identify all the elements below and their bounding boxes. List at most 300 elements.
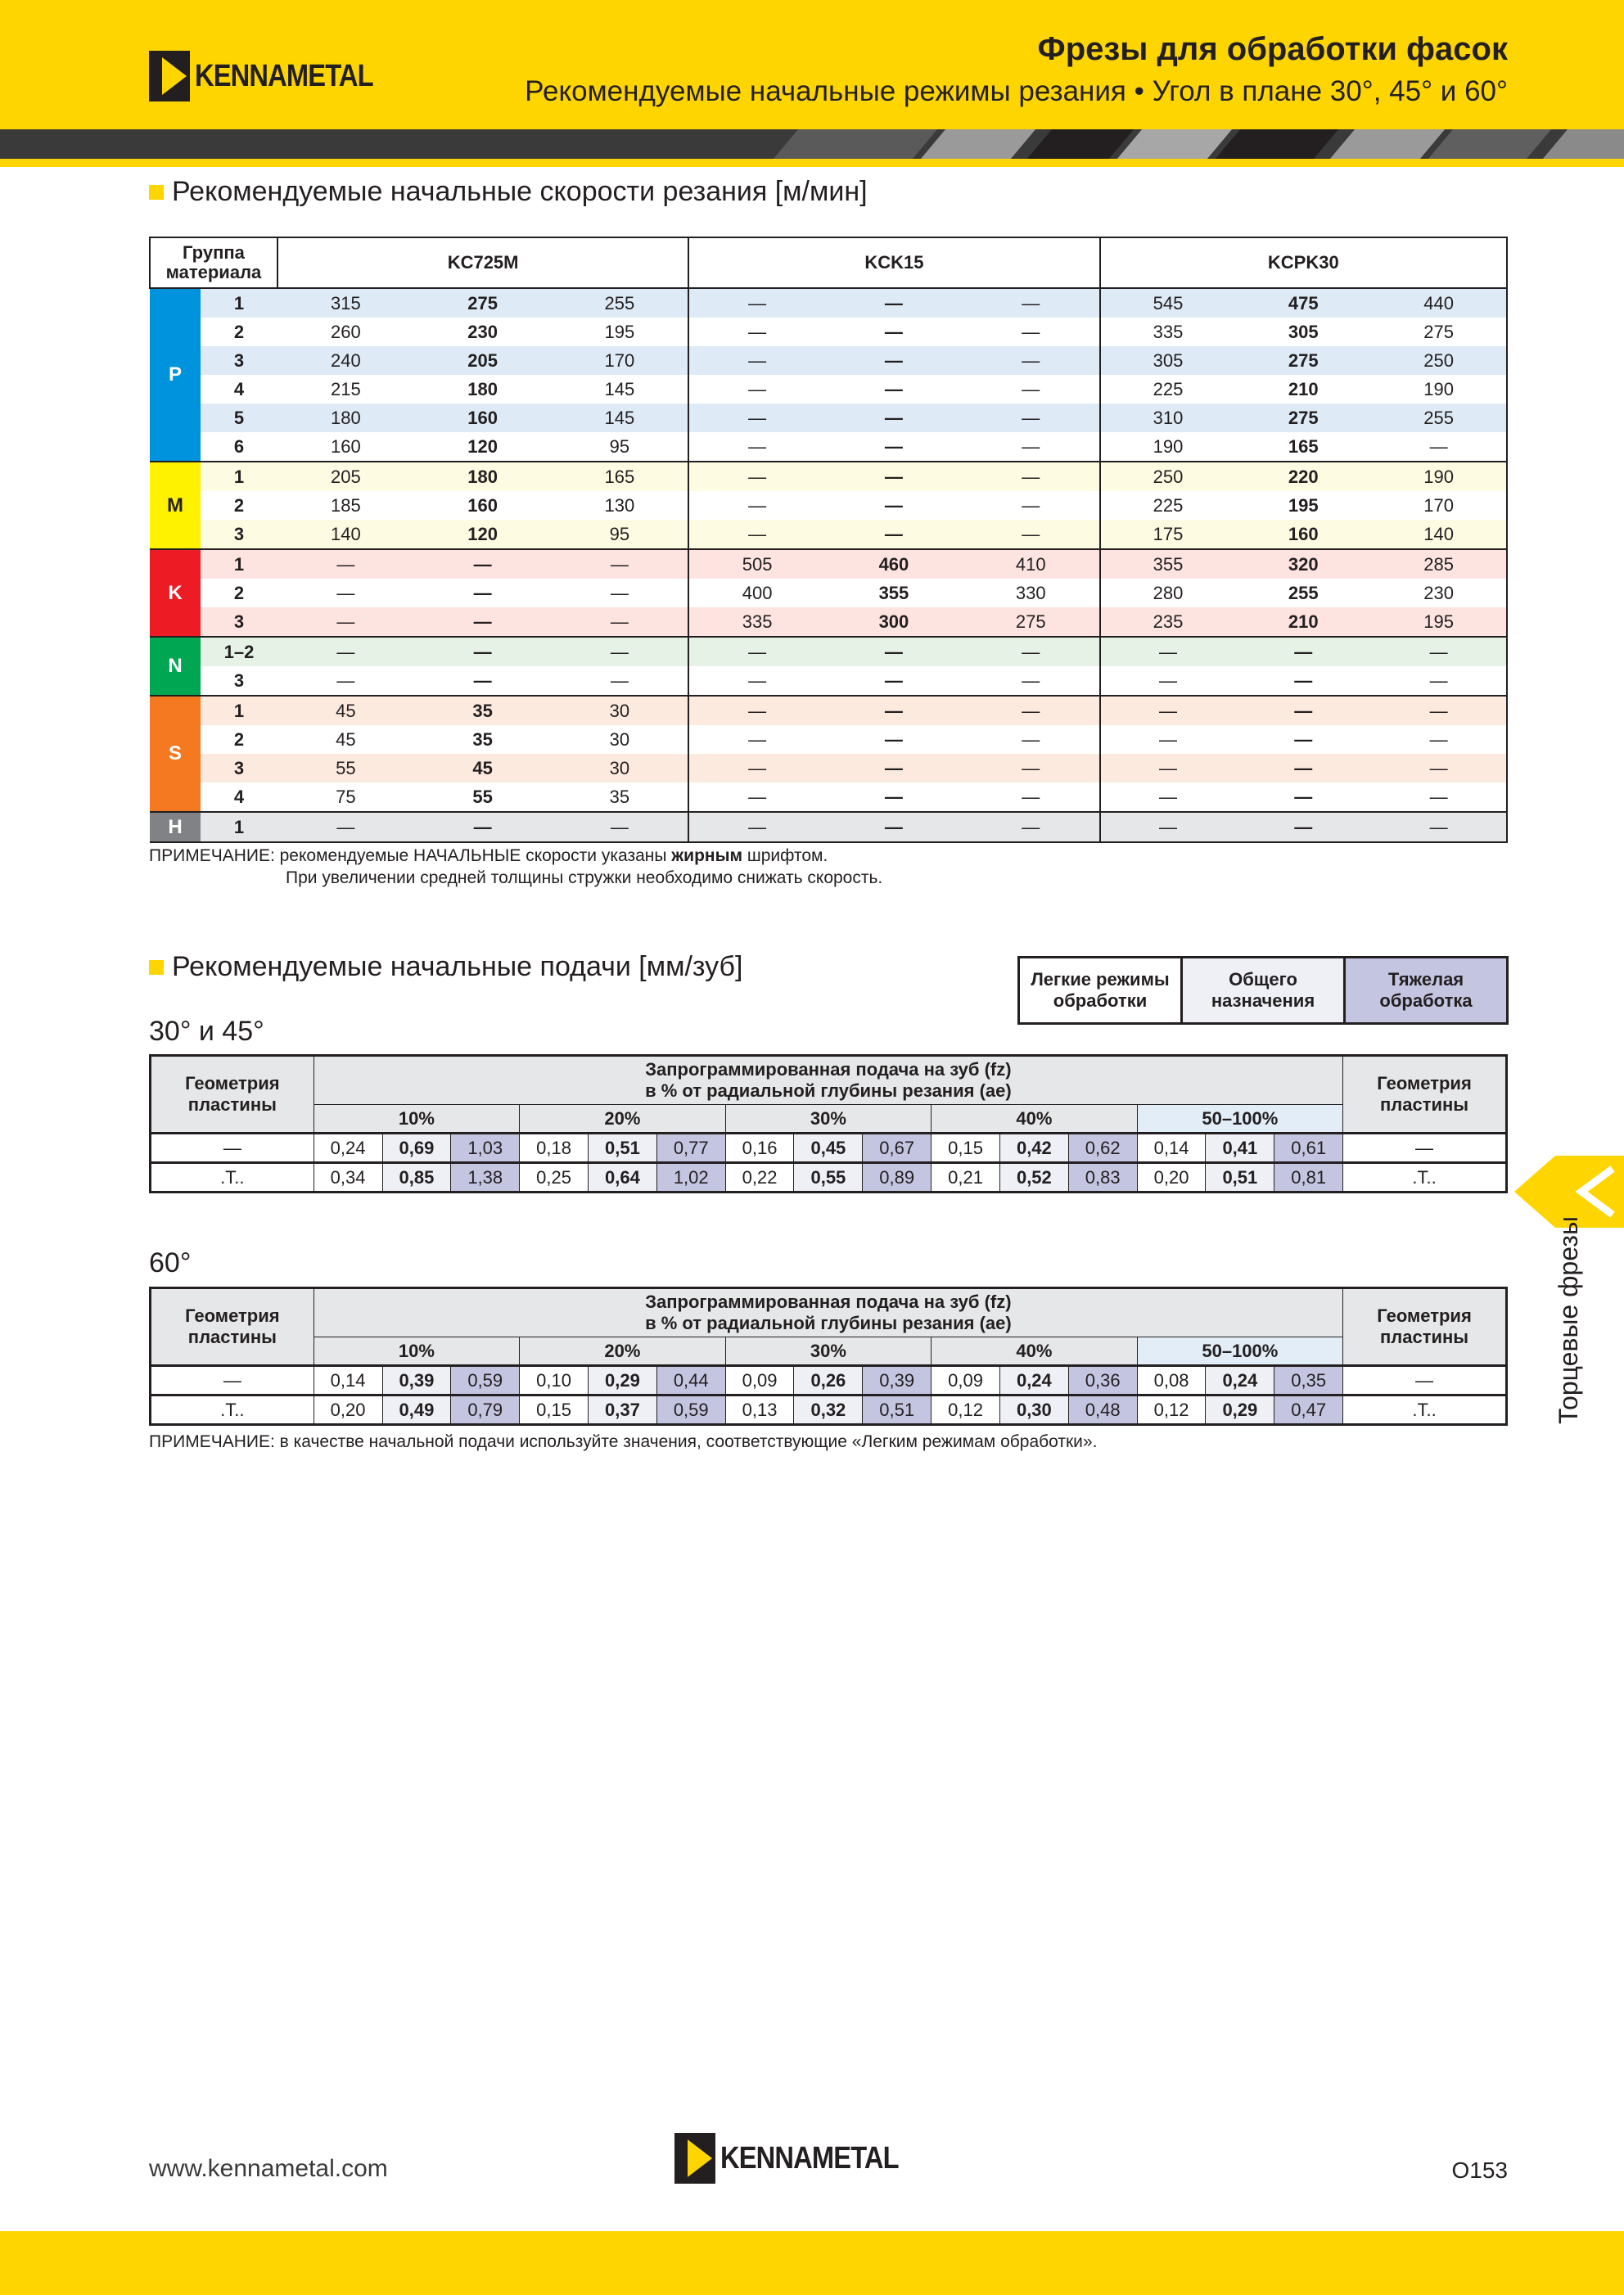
speed-value: —: [1371, 725, 1507, 754]
feed-value: 0,12: [1137, 1395, 1206, 1425]
speed-value: —: [825, 520, 963, 549]
feed-value: 0,49: [382, 1395, 451, 1425]
speed-value: 140: [1371, 520, 1507, 549]
feed-value: 0,32: [794, 1395, 863, 1425]
speed-value: 205: [277, 462, 414, 491]
legend-general: Общего назначения: [1180, 958, 1343, 1022]
speed-value: —: [688, 288, 825, 318]
header-underline: [0, 159, 1624, 167]
feed-value: 0,10: [520, 1366, 589, 1395]
speed-value: —: [963, 754, 1100, 782]
material-group-n: N: [150, 637, 201, 696]
speed-value: —: [825, 754, 963, 782]
speed-value: —: [963, 725, 1100, 754]
feed-value: 0,24: [999, 1366, 1068, 1395]
speed-value: 275: [1235, 404, 1371, 432]
speed-value: 275: [1371, 318, 1507, 346]
speed-value: 180: [414, 462, 552, 491]
speed-value: 260: [277, 318, 414, 346]
speed-value: —: [688, 432, 825, 462]
feed-value: 0,64: [588, 1163, 656, 1193]
speed-row: [150, 520, 1507, 549]
speed-value: 195: [551, 318, 688, 346]
note-line2: При увеличении средней толщины стружки необходимо снижать скорость.: [286, 868, 883, 887]
feed-value: 1,38: [451, 1163, 520, 1193]
speed-value: 225: [1100, 491, 1236, 520]
geometry-cell: —: [1343, 1134, 1507, 1163]
footer-logo: [674, 2133, 927, 2184]
speed-value: —: [1235, 782, 1371, 812]
material-subgroup: 1: [201, 696, 277, 725]
speed-row: [150, 432, 1507, 462]
percent-header: 50–100%: [1137, 1105, 1342, 1134]
footer-band: [0, 2231, 1624, 2295]
speed-value: 195: [1235, 491, 1371, 520]
speed-value: 160: [414, 491, 552, 520]
speed-row: [150, 318, 1507, 346]
speed-value: 275: [1235, 346, 1371, 375]
feed-value: 0,83: [1068, 1163, 1137, 1193]
feed-value: 0,29: [1206, 1395, 1274, 1425]
speed-value: 160: [414, 404, 552, 432]
feed-value: 0,41: [1206, 1134, 1274, 1163]
speed-row: [150, 288, 1507, 318]
material-subgroup: 3: [201, 666, 277, 696]
speed-value: 410: [963, 549, 1100, 579]
speed-value: 355: [825, 579, 963, 607]
speed-value: —: [277, 607, 414, 637]
speed-value: 230: [414, 318, 552, 346]
speed-value: 45: [414, 754, 552, 782]
speed-value: 190: [1100, 432, 1236, 462]
speed-value: —: [963, 346, 1100, 375]
speed-value: —: [963, 782, 1100, 812]
material-group-k: K: [150, 549, 201, 637]
feed-value: 0,09: [932, 1366, 1000, 1395]
geometry-cell: —: [1343, 1366, 1507, 1395]
speed-value: —: [277, 637, 414, 666]
speed-value: —: [1235, 637, 1371, 666]
speed-value: —: [963, 375, 1100, 404]
speed-value: 95: [551, 520, 688, 549]
material-subgroup: 3: [201, 346, 277, 375]
speed-value: —: [414, 637, 552, 666]
speeds-note: [149, 845, 882, 889]
feed-value: 0,26: [794, 1366, 863, 1395]
feed-value: 0,21: [932, 1163, 1000, 1193]
speed-value: 335: [1100, 318, 1236, 346]
speed-value: 30: [551, 725, 688, 754]
speed-row: [150, 637, 1507, 666]
feed-value: 1,02: [656, 1163, 725, 1193]
speed-value: 305: [1235, 318, 1371, 346]
speed-value: —: [551, 637, 688, 666]
speeds-heading: [149, 176, 868, 208]
geometry-cell: .T..: [151, 1395, 314, 1425]
speed-value: —: [414, 607, 552, 637]
speed-value: 170: [1371, 491, 1507, 520]
material-subgroup: 1: [201, 288, 277, 318]
geometry-cell: —: [151, 1366, 314, 1395]
speed-value: —: [277, 812, 414, 842]
speed-value: 300: [825, 607, 963, 637]
feed-legend: [1017, 956, 1509, 1025]
speed-row: [150, 579, 1507, 607]
speed-value: —: [1100, 666, 1236, 696]
speed-value: 225: [1100, 375, 1236, 404]
speed-value: 175: [1100, 520, 1236, 549]
speed-value: —: [414, 812, 552, 842]
speed-value: —: [825, 491, 963, 520]
feed-value: 0,79: [451, 1395, 520, 1425]
feed-value: 0,59: [451, 1366, 520, 1395]
speed-row: [150, 491, 1507, 520]
geometry-header: Геометрия пластины: [1343, 1056, 1507, 1134]
speed-value: 475: [1235, 288, 1371, 318]
feed-value: 0,16: [725, 1134, 794, 1163]
speed-row: [150, 754, 1507, 782]
speed-value: —: [963, 432, 1100, 462]
speed-value: —: [1100, 782, 1236, 812]
speed-value: —: [688, 754, 825, 782]
material-subgroup: 3: [201, 607, 277, 637]
speed-value: 145: [551, 404, 688, 432]
speed-value: —: [1235, 754, 1371, 782]
feed-value: 0,85: [382, 1163, 451, 1193]
speed-row: [150, 666, 1507, 696]
percent-header: 10%: [314, 1337, 519, 1366]
page-number: O153: [1451, 2157, 1508, 2183]
percent-header: 30%: [725, 1337, 931, 1366]
feed-value: 0,59: [656, 1395, 725, 1425]
note-text: ПРИМЕЧАНИЕ: рекомендуемые НАЧАЛЬНЫЕ скорости указаны: [149, 846, 672, 865]
feed-value: 0,24: [314, 1134, 382, 1163]
speed-value: —: [688, 782, 825, 812]
material-subgroup: 2: [201, 491, 277, 520]
speed-value: 45: [277, 696, 414, 725]
speed-value: —: [963, 520, 1100, 549]
feed-value: 0,61: [1274, 1134, 1343, 1163]
feed-value: 0,81: [1274, 1163, 1343, 1193]
feed-value: 0,47: [1274, 1395, 1343, 1425]
speed-value: 255: [551, 288, 688, 318]
percent-header: 20%: [520, 1105, 725, 1134]
speed-value: 275: [414, 288, 552, 318]
material-subgroup: 6: [201, 432, 277, 462]
speed-value: 180: [414, 375, 552, 404]
material-subgroup: 1: [201, 549, 277, 579]
speed-value: —: [277, 549, 414, 579]
speed-value: —: [825, 637, 963, 666]
speed-value: 330: [963, 579, 1100, 607]
footer-url[interactable]: www.kennametal.com: [149, 2155, 388, 2182]
speed-value: 440: [1371, 288, 1507, 318]
material-group-h: H: [150, 812, 201, 842]
speed-value: 120: [414, 432, 552, 462]
speed-row: [150, 607, 1507, 637]
speed-value: 255: [1235, 579, 1371, 607]
grade-header: KCPK30: [1100, 237, 1507, 288]
feed-row: [151, 1395, 1507, 1425]
speed-value: 250: [1371, 346, 1507, 375]
speed-value: —: [414, 549, 552, 579]
speed-value: —: [1235, 812, 1371, 842]
speed-value: 505: [688, 549, 825, 579]
speed-value: —: [688, 696, 825, 725]
speed-value: 220: [1235, 462, 1371, 491]
geometry-cell: .T..: [1343, 1163, 1507, 1193]
speed-value: 255: [1371, 404, 1507, 432]
speed-value: —: [963, 491, 1100, 520]
speed-value: —: [1371, 666, 1507, 696]
feed-value: 0,89: [863, 1163, 932, 1193]
speed-value: —: [825, 318, 963, 346]
material-subgroup: 1–2: [201, 637, 277, 666]
feed-value: 0,42: [999, 1134, 1068, 1163]
feed-value: 0,67: [863, 1134, 932, 1163]
feeds-table-title: 30° и 45°: [149, 1016, 264, 1047]
percent-header: 40%: [932, 1337, 1137, 1366]
logo-mark-icon: [674, 2133, 715, 2184]
speed-value: 195: [1371, 607, 1507, 637]
page-title: Фрезы для обработки фасок: [1037, 31, 1508, 67]
speed-value: 95: [551, 432, 688, 462]
speed-value: 305: [1100, 346, 1236, 375]
speed-value: —: [688, 491, 825, 520]
speed-value: 185: [277, 491, 414, 520]
bullet-square-icon: [149, 960, 164, 975]
speed-value: —: [963, 637, 1100, 666]
feed-header-line: в % от радиальной глубины резания (ae): [645, 1313, 1012, 1333]
speed-value: —: [551, 607, 688, 637]
speed-value: —: [963, 404, 1100, 432]
speed-value: 30: [551, 696, 688, 725]
percent-header: 20%: [520, 1337, 725, 1366]
speed-value: —: [688, 346, 825, 375]
speed-value: 460: [825, 549, 963, 579]
speed-value: 215: [277, 375, 414, 404]
speed-value: —: [1371, 696, 1507, 725]
speed-value: —: [1371, 782, 1507, 812]
geometry-header: Геометрия пластины: [151, 1056, 314, 1134]
speed-value: —: [551, 579, 688, 607]
feed-value: 0,69: [382, 1134, 451, 1163]
speed-value: 355: [1100, 549, 1236, 579]
speed-value: 140: [277, 520, 414, 549]
speed-value: —: [688, 725, 825, 754]
speed-value: —: [277, 666, 414, 696]
kennametal-logo: [149, 51, 402, 101]
feed-value: 0,35: [1274, 1366, 1343, 1395]
feed-value: 1,03: [451, 1134, 520, 1163]
speed-value: 280: [1100, 579, 1236, 607]
speed-row: [150, 782, 1507, 812]
speed-row: [150, 375, 1507, 404]
feed-value: 0,13: [725, 1395, 794, 1425]
material-group-m: M: [150, 462, 201, 549]
speed-value: —: [1100, 696, 1236, 725]
speed-value: —: [825, 375, 963, 404]
speed-value: —: [825, 725, 963, 754]
feed-value: 0,39: [382, 1366, 451, 1395]
speed-value: —: [825, 696, 963, 725]
feed-value: 0,12: [932, 1395, 1000, 1425]
bullet-square-icon: [149, 185, 164, 200]
material-subgroup: 4: [201, 375, 277, 404]
speed-value: —: [825, 462, 963, 491]
feed-value: 0,44: [656, 1366, 725, 1395]
speed-value: —: [688, 318, 825, 346]
speed-value: 145: [551, 375, 688, 404]
feed-value: 0,30: [999, 1395, 1068, 1425]
percent-header: 50–100%: [1137, 1337, 1342, 1366]
speed-value: —: [1371, 432, 1507, 462]
geometry-cell: .T..: [1343, 1395, 1507, 1425]
speed-value: —: [688, 404, 825, 432]
feed-value: 0,15: [520, 1395, 589, 1425]
note-bold-text: жирным: [671, 846, 743, 865]
speed-value: 400: [688, 579, 825, 607]
geometry-header: Геометрия пластины: [1343, 1288, 1507, 1366]
percent-header: 10%: [314, 1105, 519, 1134]
speed-value: 335: [688, 607, 825, 637]
speed-value: 235: [1100, 607, 1236, 637]
speed-value: —: [551, 666, 688, 696]
feed-value: 0,51: [1206, 1163, 1274, 1193]
header-band: [0, 0, 1624, 129]
note-text: шрифтом.: [742, 846, 828, 865]
grade-header: KC725M: [277, 237, 688, 288]
geometry-header: Геометрия пластины: [151, 1288, 314, 1366]
speed-row: [150, 404, 1507, 432]
page-subtitle: Рекомендуемые начальные режимы резания • Угол в плане 30°, 45° и 60°: [525, 75, 1508, 107]
feed-value: 0,18: [520, 1134, 589, 1163]
material-subgroup: 2: [201, 318, 277, 346]
feeds-table-title: 60°: [149, 1247, 192, 1278]
material-subgroup: 2: [201, 579, 277, 607]
feeds-heading-text: Рекомендуемые начальные подачи [мм/зуб]: [172, 951, 743, 982]
feed-value: 0,20: [314, 1395, 382, 1425]
logo-mark-icon: [149, 51, 190, 101]
feed-value: 0,62: [1068, 1134, 1137, 1163]
speed-value: —: [825, 432, 963, 462]
speed-value: 190: [1371, 375, 1507, 404]
feed-header-line: в % от радиальной глубины резания (ae): [645, 1080, 1012, 1101]
material-subgroup: 1: [201, 812, 277, 842]
speed-value: —: [551, 812, 688, 842]
speed-value: 180: [277, 404, 414, 432]
speed-value: —: [963, 812, 1100, 842]
feed-value: 0,51: [588, 1134, 656, 1163]
legend-light: Легкие режимы обработки: [1020, 958, 1180, 1022]
legend-heavy: Тяжелая обработка: [1343, 958, 1506, 1022]
feed-value: 0,24: [1206, 1366, 1274, 1395]
material-group-p: P: [150, 288, 201, 462]
speed-value: —: [688, 375, 825, 404]
material-group-s: S: [150, 696, 201, 812]
speed-value: 230: [1371, 579, 1507, 607]
speed-value: —: [963, 462, 1100, 491]
speed-value: 30: [551, 754, 688, 782]
feed-row: [151, 1134, 1507, 1163]
percent-header: 30%: [725, 1105, 931, 1134]
speed-value: 75: [277, 782, 414, 812]
feed-value: 0,51: [863, 1395, 932, 1425]
speed-value: —: [688, 666, 825, 696]
material-group-header: Группа материала: [150, 237, 277, 288]
speed-value: —: [688, 637, 825, 666]
material-subgroup: 4: [201, 782, 277, 812]
feeds-heading: [149, 951, 742, 983]
speed-value: 160: [1235, 520, 1371, 549]
speed-value: —: [1100, 754, 1236, 782]
programmed-feed-header: [314, 1056, 1342, 1105]
speeds-heading-text: Рекомендуемые начальные скорости резания [м/мин]: [172, 176, 868, 207]
speed-row: [150, 812, 1507, 842]
speed-value: —: [1100, 812, 1236, 842]
speed-value: 35: [414, 696, 552, 725]
material-subgroup: 5: [201, 404, 277, 432]
speed-value: —: [1371, 754, 1507, 782]
feed-value: 0,48: [1068, 1395, 1137, 1425]
speed-value: —: [963, 666, 1100, 696]
feed-value: 0,20: [1137, 1163, 1206, 1193]
speed-value: —: [1371, 637, 1507, 666]
feed-value: 0,29: [588, 1366, 656, 1395]
speed-value: 310: [1100, 404, 1236, 432]
feed-value: 0,34: [314, 1163, 382, 1193]
speed-value: 130: [551, 491, 688, 520]
material-subgroup: 3: [201, 754, 277, 782]
speed-value: 160: [277, 432, 414, 462]
speed-value: 210: [1235, 375, 1371, 404]
speed-value: 120: [414, 520, 552, 549]
speed-value: 165: [551, 462, 688, 491]
speed-value: 55: [414, 782, 552, 812]
speed-value: —: [414, 579, 552, 607]
speed-value: —: [1235, 725, 1371, 754]
decorative-stripe: [0, 129, 1624, 159]
feed-value: 0,55: [794, 1163, 863, 1193]
speed-value: —: [1235, 666, 1371, 696]
chevron-left-icon: [1570, 1166, 1619, 1218]
material-subgroup: 1: [201, 462, 277, 491]
feed-row: [151, 1163, 1507, 1193]
feed-value: 0,45: [794, 1134, 863, 1163]
feed-value: 0,25: [520, 1163, 589, 1193]
feed-value: 0,37: [588, 1395, 656, 1425]
speed-value: 205: [414, 346, 552, 375]
feed-value: 0,22: [725, 1163, 794, 1193]
feed-row: [151, 1366, 1507, 1395]
feeds-table-60: [149, 1287, 1508, 1426]
feed-value: 0,08: [1137, 1366, 1206, 1395]
speed-row: [150, 462, 1507, 491]
speed-value: —: [1235, 696, 1371, 725]
speed-row: [150, 346, 1507, 375]
percent-header: 40%: [932, 1105, 1137, 1134]
speed-value: 165: [1235, 432, 1371, 462]
speed-value: —: [825, 404, 963, 432]
speed-value: —: [1100, 725, 1236, 754]
logo-text: KENNAMETAL: [195, 58, 373, 93]
speed-value: 285: [1371, 549, 1507, 579]
speed-value: —: [825, 782, 963, 812]
speed-value: —: [688, 520, 825, 549]
feed-value: 0,14: [1137, 1134, 1206, 1163]
material-subgroup: 2: [201, 725, 277, 754]
feed-value: 0,52: [999, 1163, 1068, 1193]
